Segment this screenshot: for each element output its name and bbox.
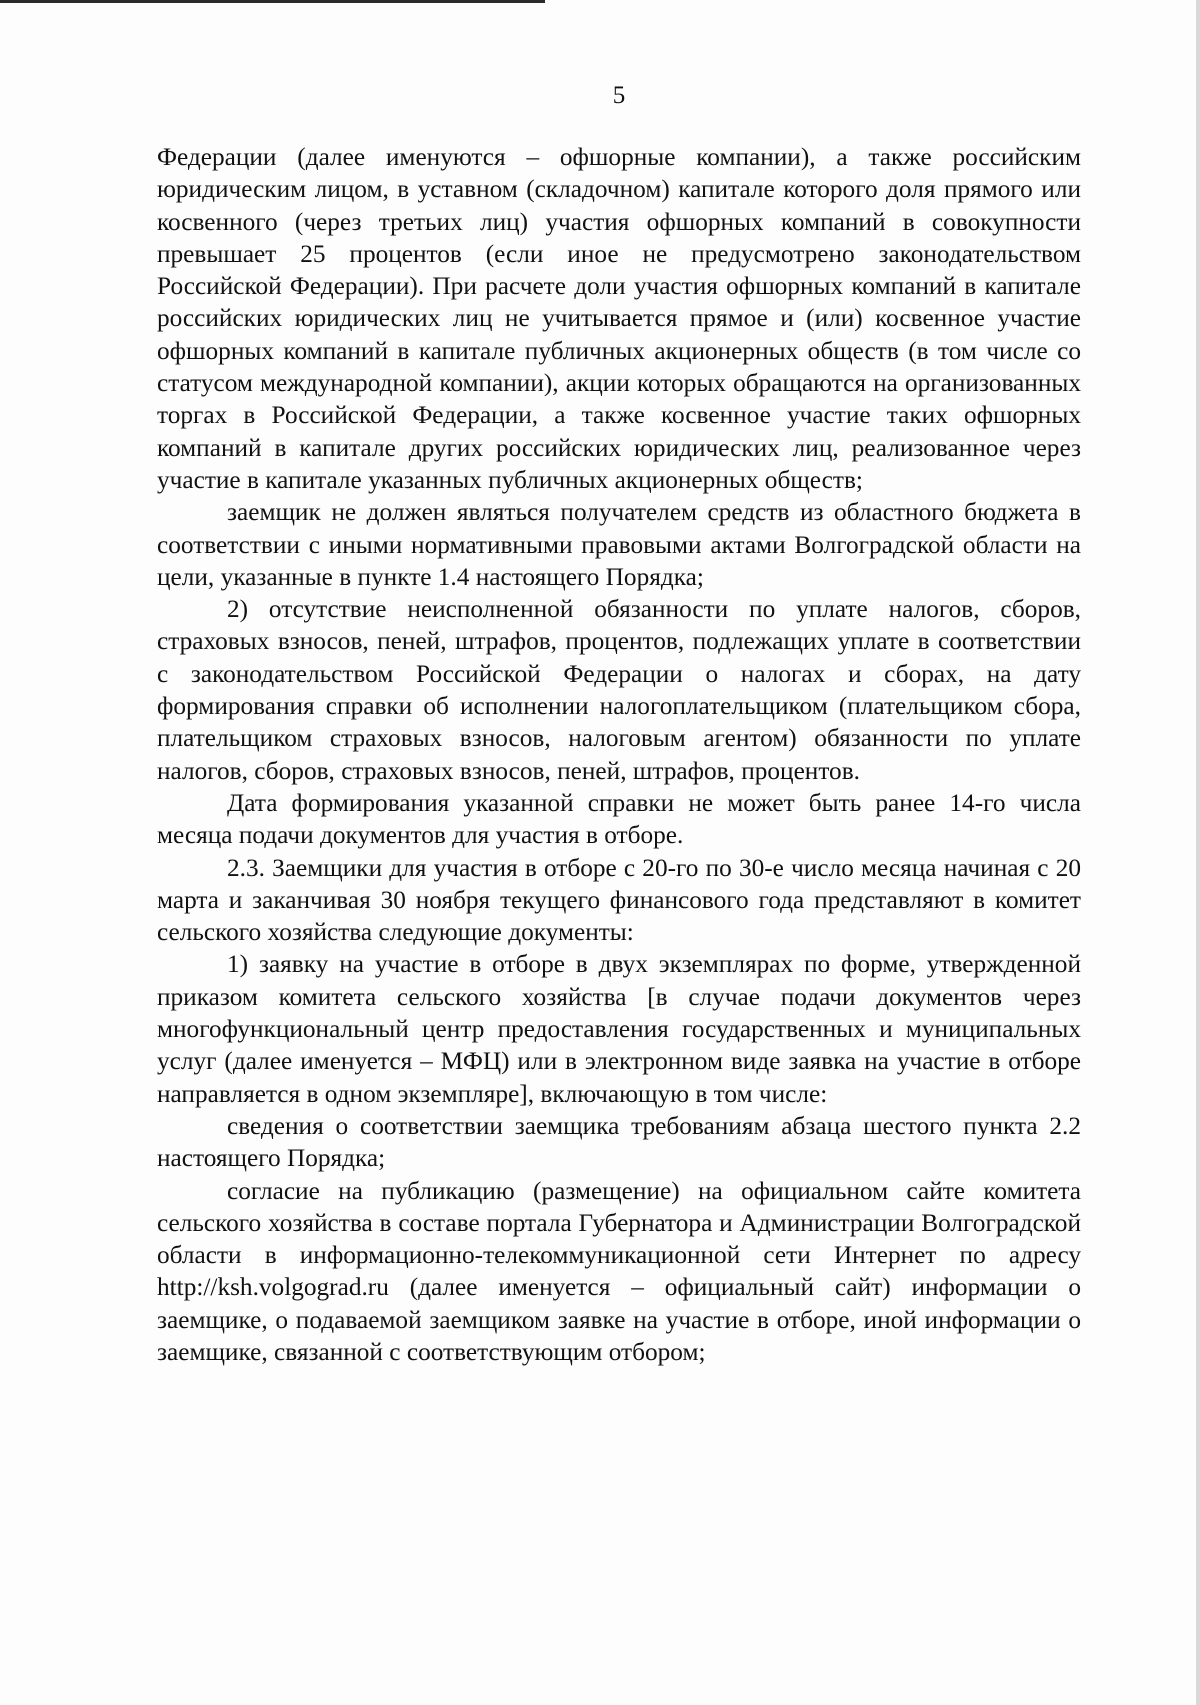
paragraph-application: 1) заявку на участие в отборе в двух экземплярах по форме, утвержденной приказом комитета сельского хозяйства [в случае подачи документов через многофункциональный центр предоставления государственных и муниципальных услуг (далее именуется – МФЦ) или в электронном виде заявка на участие в отборе направляется в одном экземпляре], включающую в том числе: [157, 950, 1081, 1108]
paragraph-section-2-3: 2.3. Заемщики для участия в отборе с 20-го по 30-е число месяца начиная с 20 марта и заканчивая 30 ноября текущего финансового года представляют в комитет сельского хозяйства следующие документы: [157, 853, 1081, 947]
paragraph-publication-consent: согласие на публикацию (размещение) на официальном сайте комитета сельского хозяйства в составе портала Губернатора и Администрации Волгоградской области в информационно-телекоммуникационной сети Интернет по адресу http://ksh.volgograd.ru (далее именуется – официальный сайт) информации о заемщике, о подаваемой заемщиком заявке на участие в отборе, иной информации о заемщике, связанной с соответствующим отбором; [157, 1176, 1081, 1366]
paragraph-budget-recipient: заемщик не должен являться получателем средств из областного бюджета в соответствии с иными нормативными правовыми актами Волгоградской области на цели, указанные в пункте 1.4 настоящего Порядка; [157, 498, 1081, 591]
paragraph-offshore-definition: Федерации (далее именуются – офшорные компании), а также российским юридическим лицом, в уставном (складочном) капитале которого доля прямого или косвенного (через третьих лиц) участия офшорных компаний в совокупности превышает 25 процентов (если иное не предусмотрено законодательством Российской Федерации). При расчете доли участия офшорных компаний в капитале российских юридических лиц не учитывается прямое и (или) косвенное участие офшорных компаний в капитале публичных акционерных обществ (в том числе со статусом международной компании), акции которых обращаются на организованных торгах в Российской Федерации, а также косвенное участие таких офшорных компаний в капитале других российских юридических лиц, реализованное через участие в капитале указанных публичных акционерных обществ; [157, 143, 1081, 494]
scan-edge-right [1196, 0, 1200, 1705]
document-body [157, 141, 1081, 1368]
scan-edge-top [0, 0, 545, 3]
paragraph-requirements-info: сведения о соответствии заемщика требованиям абзаца шестого пункта 2.2 настоящего Порядка; [157, 1111, 1081, 1173]
page-number: 5 [612, 82, 626, 109]
paragraph-tax-obligation: 2) отсутствие неисполненной обязанности по уплате налогов, сборов, страховых взносов, пеней, штрафов, процентов, подлежащих уплате в соответствии с законодательством Российской Федерации о налогах и сборах, на дату формирования справки об исполнении налогоплательщиком (плательщиком сбора, плательщиком страховых взносов, налоговым агентом) обязанности по уплате налогов, сборов, страховых взносов, пеней, штрафов, процентов. [157, 595, 1081, 785]
paragraph-certificate-date: Дата формирования указанной справки не может быть ранее 14-го числа месяца подачи документов для участия в отборе. [157, 788, 1081, 850]
